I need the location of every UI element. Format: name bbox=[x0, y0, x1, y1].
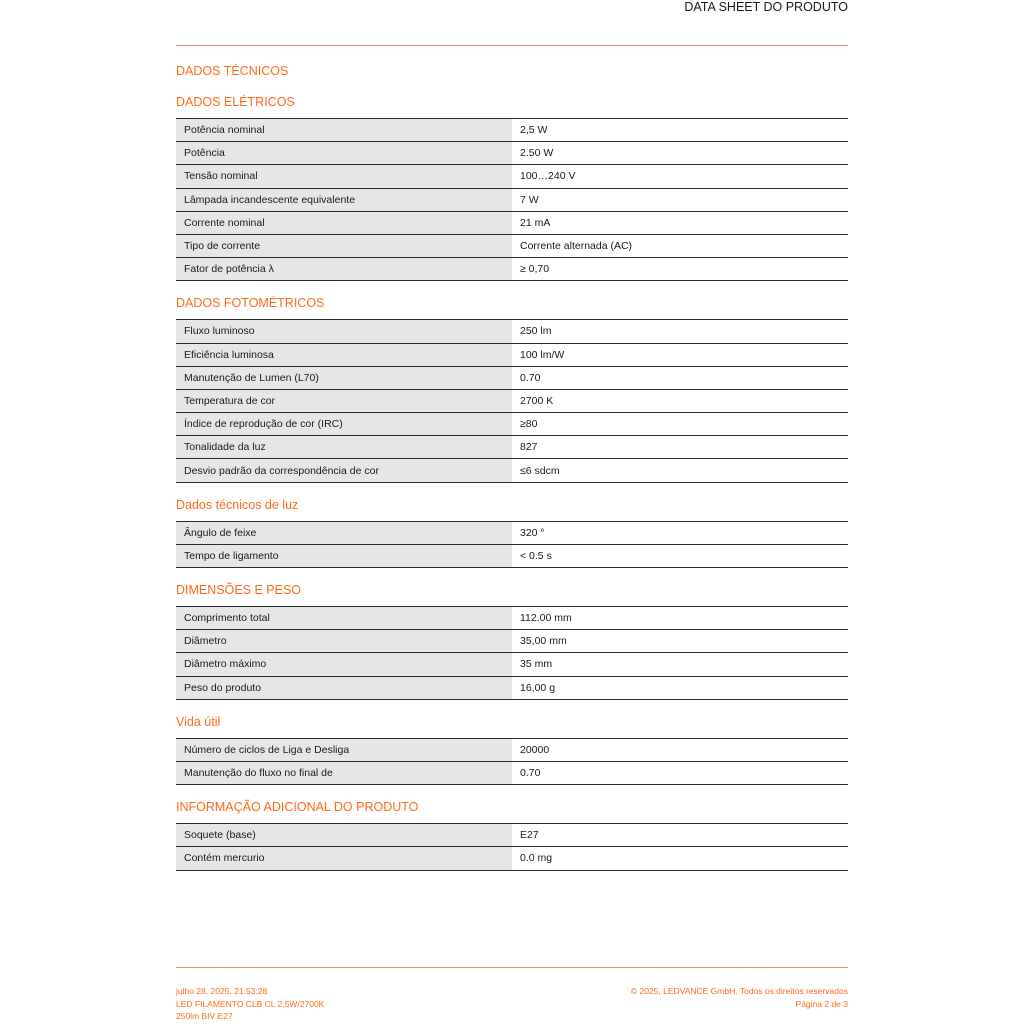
page-title: DADOS TÉCNICOS bbox=[176, 64, 289, 78]
cell-gap bbox=[512, 824, 520, 847]
row-label: Soquete (base) bbox=[176, 824, 512, 847]
row-label: Contém mercurio bbox=[176, 847, 512, 870]
row-label: Ângulo de feixe bbox=[176, 521, 512, 544]
table-row bbox=[176, 413, 848, 436]
row-value: 2,5 W bbox=[520, 119, 848, 142]
row-value: 2.50 W bbox=[520, 142, 848, 165]
footer-product-spec: 250lm BIV E27 bbox=[176, 1011, 233, 1021]
row-label: Tempo de ligamento bbox=[176, 544, 512, 567]
row-value: 16,00 g bbox=[520, 676, 848, 699]
row-label: Tensão nominal bbox=[176, 165, 512, 188]
row-value: 112.00 mm bbox=[520, 607, 848, 630]
section-light-technical bbox=[176, 496, 848, 568]
row-value: 21 mA bbox=[520, 211, 848, 234]
table-row bbox=[176, 544, 848, 567]
section-title: DIMENSÕES E PESO bbox=[176, 583, 302, 597]
row-value: 20000 bbox=[520, 738, 848, 761]
section-additional-info bbox=[176, 798, 848, 870]
spec-table bbox=[176, 823, 848, 870]
cell-gap bbox=[512, 544, 520, 567]
section-photometric bbox=[176, 294, 848, 482]
section-electrical bbox=[176, 93, 848, 281]
row-value: Corrente alternada (AC) bbox=[520, 234, 848, 257]
cell-gap bbox=[512, 413, 520, 436]
cell-gap bbox=[512, 436, 520, 459]
row-value: E27 bbox=[520, 824, 848, 847]
datasheet-content bbox=[176, 62, 848, 884]
cell-gap bbox=[512, 188, 520, 211]
row-value: 250 lm bbox=[520, 320, 848, 343]
section-lifetime bbox=[176, 713, 848, 785]
row-label: Temperatura de cor bbox=[176, 389, 512, 412]
cell-gap bbox=[512, 343, 520, 366]
row-label: Comprimento total bbox=[176, 607, 512, 630]
section-title: DADOS FOTOMÉTRICOS bbox=[176, 296, 325, 311]
cell-gap bbox=[512, 165, 520, 188]
table-row bbox=[176, 847, 848, 870]
header-divider bbox=[176, 45, 848, 46]
table-row bbox=[176, 459, 848, 482]
section-dimensions-weight bbox=[176, 581, 848, 700]
cell-gap bbox=[512, 459, 520, 482]
section-title: DADOS ELÉTRICOS bbox=[176, 95, 295, 109]
row-label: Índice de reprodução de cor (IRC) bbox=[176, 413, 512, 436]
cell-gap bbox=[512, 738, 520, 761]
row-label: Número de ciclos de Liga e Desliga bbox=[176, 738, 512, 761]
row-label: Corrente nominal bbox=[176, 211, 512, 234]
cell-gap bbox=[512, 653, 520, 676]
table-row bbox=[176, 211, 848, 234]
table-row bbox=[176, 738, 848, 761]
table-row bbox=[176, 653, 848, 676]
row-value: 0.0 mg bbox=[520, 847, 848, 870]
footer-page-number: Página 2 de 3 bbox=[795, 998, 848, 1009]
cell-gap bbox=[512, 234, 520, 257]
row-label: Fator de potência λ bbox=[176, 258, 512, 281]
spec-table bbox=[176, 738, 848, 785]
row-label: Desvio padrão da correspondência de cor bbox=[176, 459, 512, 482]
table-row bbox=[176, 676, 848, 699]
footer-divider bbox=[176, 967, 848, 968]
document-title: DATA SHEET DO PRODUTO bbox=[684, 0, 848, 14]
table-row bbox=[176, 389, 848, 412]
row-value: 827 bbox=[520, 436, 848, 459]
table-row bbox=[176, 258, 848, 281]
row-value: 100 lm/W bbox=[520, 343, 848, 366]
section-title: INFORMAÇÃO ADICIONAL DO PRODUTO bbox=[176, 800, 419, 815]
table-row bbox=[176, 521, 848, 544]
cell-gap bbox=[512, 847, 520, 870]
row-value: 0.70 bbox=[520, 761, 848, 784]
row-value: 7 W bbox=[520, 188, 848, 211]
spec-table bbox=[176, 118, 848, 281]
table-row bbox=[176, 366, 848, 389]
table-row bbox=[176, 119, 848, 142]
cell-gap bbox=[512, 607, 520, 630]
row-label: Potência nominal bbox=[176, 119, 512, 142]
table-row bbox=[176, 188, 848, 211]
table-row bbox=[176, 343, 848, 366]
cell-gap bbox=[512, 142, 520, 165]
row-value: 100…240 V bbox=[520, 165, 848, 188]
cell-gap bbox=[512, 366, 520, 389]
spec-table bbox=[176, 319, 848, 482]
table-row bbox=[176, 761, 848, 784]
footer-copyright: © 2025, LEDVANCE GmbH. Todos os direitos reservados bbox=[630, 986, 848, 996]
footer-right bbox=[631, 985, 848, 1010]
table-row bbox=[176, 824, 848, 847]
row-label: Tipo de corrente bbox=[176, 234, 512, 257]
table-row bbox=[176, 607, 848, 630]
table-row bbox=[176, 234, 848, 257]
row-label: Diâmetro máximo bbox=[176, 653, 512, 676]
spec-table bbox=[176, 521, 848, 568]
row-label: Fluxo luminoso bbox=[176, 320, 512, 343]
table-row bbox=[176, 142, 848, 165]
cell-gap bbox=[512, 389, 520, 412]
section-title: Dados técnicos de luz bbox=[176, 497, 299, 512]
row-value: 35 mm bbox=[520, 653, 848, 676]
row-label: Lâmpada incandescente equivalente bbox=[176, 188, 512, 211]
cell-gap bbox=[512, 211, 520, 234]
cell-gap bbox=[512, 258, 520, 281]
footer-left bbox=[176, 985, 324, 1023]
row-label: Manutenção do fluxo no final de bbox=[176, 761, 512, 784]
cell-gap bbox=[512, 320, 520, 343]
table-row bbox=[176, 165, 848, 188]
row-label: Peso do produto bbox=[176, 676, 512, 699]
spec-table bbox=[176, 606, 848, 700]
table-row bbox=[176, 630, 848, 653]
section-title: Vida útil bbox=[176, 714, 221, 729]
row-label: Tonalidade da luz bbox=[176, 436, 512, 459]
table-row bbox=[176, 436, 848, 459]
row-value: ≤6 sdcm bbox=[520, 459, 848, 482]
row-value: 2700 K bbox=[520, 389, 848, 412]
table-row bbox=[176, 320, 848, 343]
footer-product-name: LED FILAMENTO CLB CL 2,5W/2700K bbox=[176, 998, 325, 1009]
row-value: 320 ° bbox=[520, 521, 848, 544]
row-label: Diâmetro bbox=[176, 630, 512, 653]
row-label: Eficiência luminosa bbox=[176, 343, 512, 366]
cell-gap bbox=[512, 761, 520, 784]
cell-gap bbox=[512, 119, 520, 142]
cell-gap bbox=[512, 521, 520, 544]
row-label: Manutenção de Lumen (L70) bbox=[176, 366, 512, 389]
row-value: 0.70 bbox=[520, 366, 848, 389]
cell-gap bbox=[512, 676, 520, 699]
row-value: ≥ 0,70 bbox=[520, 258, 848, 281]
cell-gap bbox=[512, 630, 520, 653]
row-value: 35,00 mm bbox=[520, 630, 848, 653]
row-value: < 0.5 s bbox=[520, 544, 848, 567]
row-value: ≥80 bbox=[520, 413, 848, 436]
footer-date: julho 28, 2025, 21:53:28 bbox=[176, 986, 268, 996]
row-label: Potência bbox=[176, 142, 512, 165]
